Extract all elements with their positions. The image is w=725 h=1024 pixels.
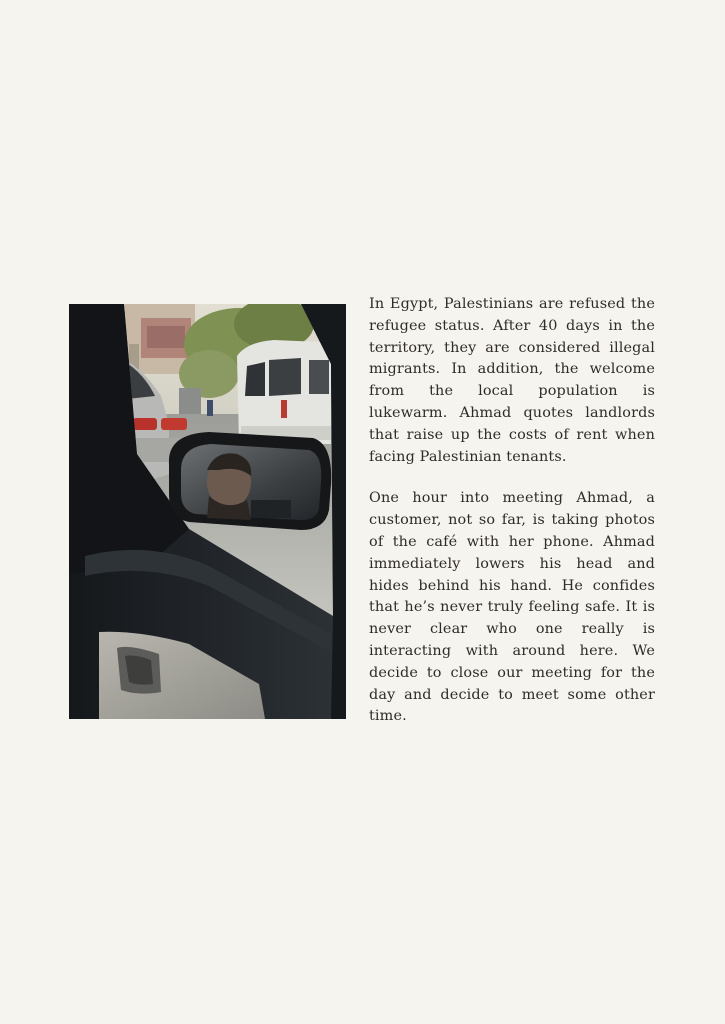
- paragraph-meeting-ahmad: One hour into meeting Ahmad, a customer, not so far, is taking photos of the café with her phone. Ahmad immediately lowers his head and hides behind his hand. He confides that he’s never truly feeling safe. It is never clear who one really is interacting with around here. We decide to close our meeting for the day and decide to meet some other time.: [369, 490, 655, 725]
- paragraph-egypt-refugee-status: In Egypt, Palestinians are refused the refugee status. After 40 days in the territory, they are considered illegal migrants. In addition, the welcome from the local population is lukewarm. Ahmad quotes landlords that raise up the costs of rent when facing Palestinian tenants.: [369, 296, 655, 465]
- article-text: [369, 294, 655, 748]
- car-mirror-photo-graphic: [69, 304, 346, 719]
- article-photo: [69, 304, 346, 719]
